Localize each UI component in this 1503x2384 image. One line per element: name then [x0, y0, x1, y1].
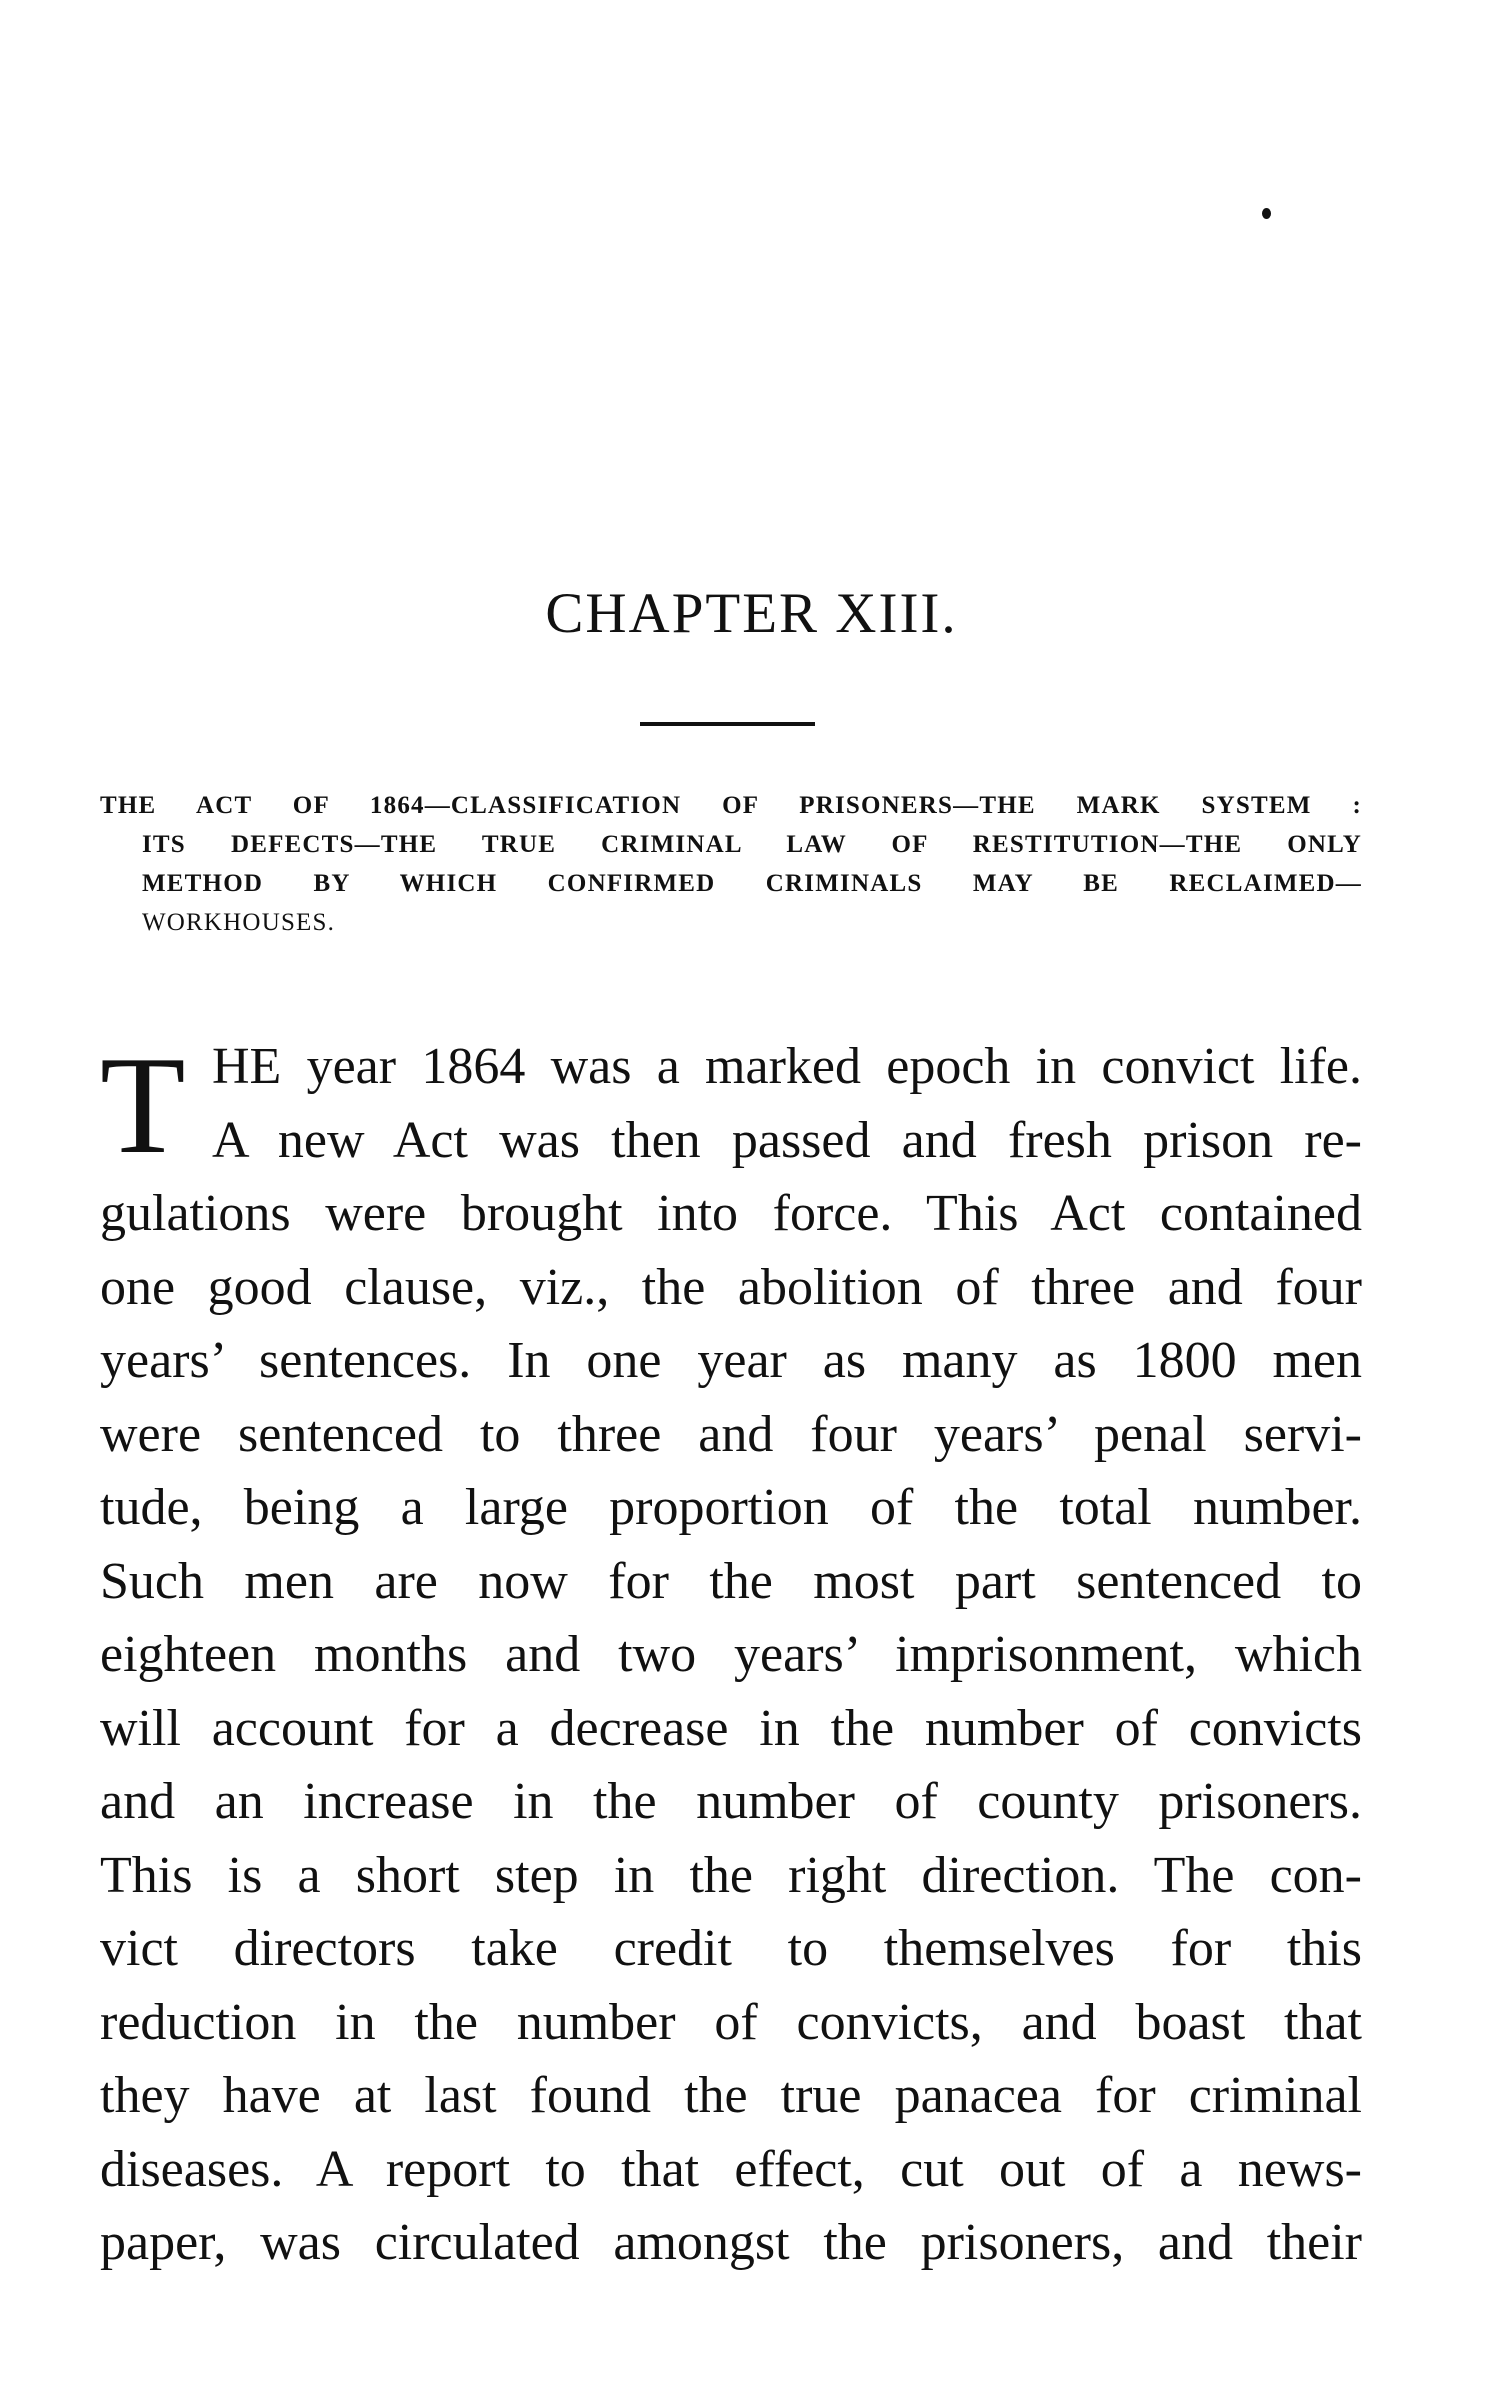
- body-line: years’ sentences. In one year as many as 1800 men: [100, 1332, 1362, 1389]
- body-line: paper, was circulated amongst the prisoners, and their: [100, 2214, 1362, 2271]
- title-rule: [640, 722, 815, 726]
- body-line: This is a short step in the right direction. The con-: [100, 1846, 1362, 1904]
- body-line: gulations were brought into force. This Act contained: [100, 1185, 1362, 1242]
- body-line: one good clause, viz., the abolition of three and four: [100, 1258, 1362, 1316]
- body-line: they have at last found the true panacea for criminal: [100, 2067, 1362, 2124]
- body-line: tude, being a large proportion of the total number.: [100, 1479, 1362, 1536]
- body-line: Such men are now for the most part sentenced to: [100, 1552, 1362, 1610]
- body-line: HE year 1864 was a marked epoch in convict life.: [212, 1038, 1362, 1095]
- body-text: [100, 1030, 1362, 2280]
- synopsis-line: WORKHOUSES.: [142, 909, 336, 936]
- chapter-synopsis: [100, 786, 1362, 942]
- synopsis-line: ITS DEFECTS—THE TRUE CRIMINAL LAW OF RESTITUTION—THE ONLY: [142, 831, 1362, 858]
- body-line: were sentenced to three and four years’ penal servi-: [100, 1405, 1362, 1463]
- drop-cap: T: [100, 1028, 186, 1183]
- synopsis-line: THE ACT OF 1864—CLASSIFICATION OF PRISONERS—THE MARK SYSTEM :: [100, 792, 1362, 819]
- body-line: vict directors take credit to themselves for this: [100, 1920, 1362, 1977]
- chapter-title: CHAPTER XIII.: [545, 582, 958, 645]
- opening-paragraph-start: [100, 1028, 1362, 1183]
- body-line: diseases. A report to that effect, cut out of a news-: [100, 2140, 1362, 2198]
- body-line: A new Act was then passed and fresh prison re-: [212, 1111, 1362, 1169]
- body-line: reduction in the number of convicts, and boast that: [100, 1993, 1362, 2051]
- synopsis-line: METHOD BY WHICH CONFIRMED CRIMINALS MAY BE RECLAIMED—: [142, 870, 1362, 897]
- ink-speck: [1262, 208, 1271, 219]
- body-line: will account for a decrease in the number of convicts: [100, 1699, 1362, 1757]
- body-line: and an increase in the number of county prisoners.: [100, 1773, 1362, 1830]
- body-line: eighteen months and two years’ imprisonment, which: [100, 1626, 1362, 1683]
